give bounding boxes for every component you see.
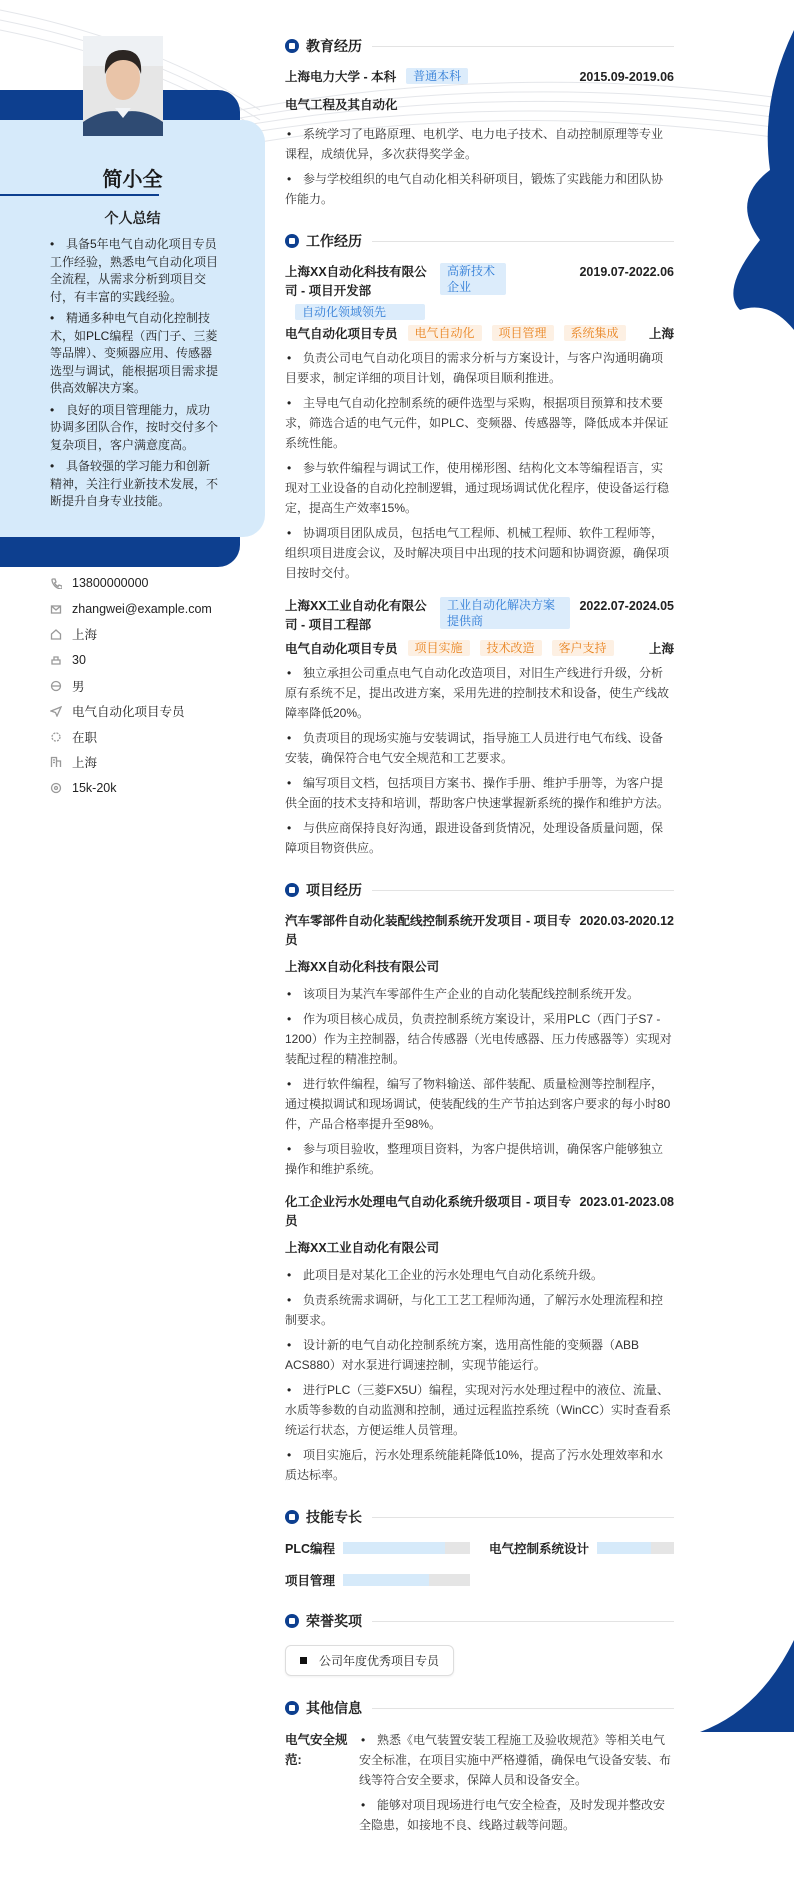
graduation-cap-icon (285, 39, 299, 53)
list-item: • 负责项目的现场实施与安装调试，指导施工人员进行电气布线、设备安装，确保符合电气安全规范和工艺要求。 (285, 728, 674, 768)
list-item: • 参与学校组织的电气自动化相关科研项目，锻炼了实践能力和团队协作能力。 (285, 169, 674, 209)
sidebar-card (0, 120, 265, 537)
 (285, 325, 626, 344)
tag: 系统集成 (564, 325, 626, 341)
send-icon (50, 705, 62, 717)
city: 上海 (648, 327, 674, 341)
project-company: 上海XX工业自动化有限公司 (285, 1241, 440, 1255)
role: 电气自动化项目专员 (285, 642, 398, 656)
icon-glyph (289, 1514, 295, 1520)
list-item: • 该项目为某汽车零部件生产企业的自动化装配线控制系统开发。 (285, 984, 674, 1004)
project-item (285, 1193, 674, 1485)
role: 电气自动化项目专员 (285, 327, 398, 341)
section-header (285, 231, 674, 251)
 (285, 68, 468, 87)
award-icon (285, 1614, 299, 1628)
summary-item: • 具备较强的学习能力和创新精神，关注行业新技术发展，不断提升自身专业技能。 (50, 458, 220, 511)
list-item: • 作为项目核心成员，负责控制系统方案设计，采用PLC（西门子S7 - 1200）作为主控制器，结合传感器（光电传感器、压力传感器等）实现对装配过程的精准控制。 (285, 1009, 674, 1069)
contact-value: 电气自动化项目专员 (72, 705, 185, 720)
icon-glyph (289, 43, 295, 49)
role-row (285, 325, 674, 344)
list-item: • 熟悉《电气装置安装工程施工及验收规范》等相关电气安全标准，在项目实施中严格遵循，确保电气设备安装、布线等符合安全要求，保障人员和设备安全。 (359, 1730, 674, 1790)
section-divider (372, 890, 674, 891)
list-item: • 进行PLC（三菱FX5U）编程，实现对污水处理过程中的液位、流量、水质等参数的自动监测和控制，通过远程监控系统（WinCC）实时查看系统运行状态，方便运维人员管理。 (285, 1380, 674, 1440)
bullet-list (285, 348, 674, 583)
company-name: 上海XX工业自动化有限公司 - 项目工程部 (285, 599, 427, 632)
other-item (285, 1730, 674, 1840)
summary-item: • 良好的项目管理能力，成功协调多团队合作，按时交付多个复杂项目，客户满意度高。 (50, 402, 220, 455)
summary-title: 个人总结 (104, 210, 161, 226)
work-header (285, 597, 674, 635)
summary-list (50, 236, 220, 511)
project-section (285, 880, 674, 1485)
section-header (285, 1611, 674, 1631)
company-name: 上海XX自动化科技有限公司 - 项目开发部 (285, 265, 427, 298)
contact-item (50, 673, 260, 699)
tag: 项目管理 (492, 325, 554, 341)
date-range: 2019.07-2022.06 (579, 265, 674, 279)
contact-item (50, 596, 260, 622)
date-range: 2015.09-2019.06 (579, 70, 674, 84)
contact-item (50, 571, 260, 597)
salary-icon (50, 782, 62, 794)
summary-item: • 具备5年电气自动化项目专员工作经验，熟悉电气自动化项目全流程，从需求分析到项目交付，有丰富的实践经验。 (50, 236, 220, 306)
tag: 客户支持 (552, 640, 614, 656)
bullet-list (285, 124, 674, 209)
skills-grid (285, 1539, 674, 1589)
education-header (285, 68, 674, 87)
skill-bar-fill (343, 1574, 429, 1586)
date-range: 2022.07-2024.05 (579, 599, 674, 613)
square-bullet-icon (300, 1657, 307, 1664)
contact-item (50, 622, 260, 648)
work-item (285, 263, 674, 583)
other-section (285, 1698, 674, 1840)
project-name: 化工企业污水处理电气自动化系统升级项目 - 项目专员 (285, 1195, 572, 1228)
education-section (285, 36, 674, 209)
education-item (285, 68, 674, 209)
skill-name: 电气控制系统设计 (489, 1542, 590, 1556)
list-item: • 主导电气自动化控制系统的硬件选型与采购，根据项目预算和技术要求，筛选合适的电气元件，如PLC、变频器、传感器等，降低成本并保证系统性能。 (285, 393, 674, 453)
list-item: • 参与软件编程与调试工作，使用梯形图、结构化文本等编程语言，实现对工业设备的自动化控制逻辑，通过现场调试优化程序，使设备运行稳定，提高生产效率15%。 (285, 458, 674, 518)
list-item: • 负责公司电气自动化项目的需求分析与方案设计，与客户沟通明确项目要求，制定详细的项目计划，确保项目顺利推进。 (285, 348, 674, 388)
project-header (285, 912, 674, 950)
contact-item (50, 750, 260, 776)
icon-glyph (289, 1618, 295, 1624)
project-company: 上海XX自动化科技有限公司 (285, 960, 440, 974)
contact-value: 30 (72, 653, 86, 668)
project-name: 汽车零部件自动化装配线控制系统开发项目 - 项目专员 (285, 914, 572, 947)
section-header (285, 36, 674, 56)
bullet-list (285, 1265, 674, 1485)
section-title: 工作经历 (306, 233, 362, 249)
tag: 电气自动化 (408, 325, 482, 341)
list-item: • 项目实施后，污水处理系统能耗降低10%，提高了污水处理效率和水质达标率。 (285, 1445, 674, 1485)
section-divider (372, 1517, 674, 1518)
role-row (285, 640, 674, 659)
city: 上海 (648, 642, 674, 656)
contact-value: 上海 (72, 628, 98, 643)
project-item (285, 912, 674, 1179)
section-divider (372, 241, 674, 242)
skill-bar (597, 1542, 674, 1554)
work-section (285, 231, 674, 858)
briefcase-icon (285, 234, 299, 248)
 (285, 640, 614, 659)
cake-icon (50, 654, 62, 666)
mail-icon (50, 603, 62, 615)
work-item (285, 597, 674, 858)
building-icon (50, 756, 62, 768)
bullet-list (359, 1730, 674, 1835)
section-title: 教育经历 (306, 38, 362, 54)
icon-glyph (289, 1705, 295, 1711)
skills-section (285, 1507, 674, 1589)
 (285, 263, 571, 320)
project-header (285, 1193, 674, 1231)
other-label: 电气安全规范: (285, 1733, 348, 1767)
candidate-name: 简小全 (102, 169, 163, 191)
section-header (285, 880, 674, 900)
list-item: • 协调项目团队成员，包括电气工程师、机械工程师、软件工程师等，组织项目进度会议，及时解决项目中出现的技术问题和协调资源，确保项目按时交付。 (285, 523, 674, 583)
contact-value: zhangwei@example.com (72, 601, 212, 616)
date-range: 2023.01-2023.08 (579, 1195, 674, 1209)
section-header (285, 1698, 674, 1718)
section-divider (372, 46, 674, 47)
skill-item (489, 1539, 674, 1557)
divider (0, 194, 159, 196)
section-divider (372, 1708, 674, 1709)
contact-value: 男 (72, 679, 85, 694)
gender-icon (50, 680, 62, 692)
section-title: 其他信息 (306, 1700, 362, 1716)
list-item: • 负责系统需求调研，与化工工艺工程师沟通，了解污水处理流程和控制要求。 (285, 1290, 674, 1330)
tag: 项目实施 (408, 640, 470, 656)
list-item: • 参与项目验收，整理项目资料，为客户提供培训，确保客户能够独立操作和维护系统。 (285, 1139, 674, 1179)
bullet-list (285, 984, 674, 1179)
list-item: • 设计新的电气自动化控制系统方案，选用高性能的变频器（ABB ACS880）对水泵进行调速控制，实现节能运行。 (285, 1335, 674, 1375)
contact-item (50, 775, 260, 801)
avatar (83, 36, 163, 136)
list-item: • 能够对项目现场进行电气安全检查，及时发现并整改安全隐患，如接地不良、线路过载等问题。 (359, 1795, 674, 1835)
list-item: • 独立承担公司重点电气自动化改造项目，对旧生产线进行升级，分析原有系统不足，提出改进方案，采用先进的控制技术和设备，使生产线故障率降低20%。 (285, 663, 674, 723)
section-title: 荣誉奖项 (306, 1613, 362, 1629)
list-item: • 编写项目文档，包括项目方案书、操作手册、维护手册等，为客户提供全面的技术支持和培训，帮助客户快速掌握新系统的操作和维护方法。 (285, 773, 674, 813)
info-icon (285, 1701, 299, 1715)
summary-item: • 精通多种电气自动化控制技术，如PLC编程（西门子、三菱等品牌）、变频器应用、传感器选型与调试，能根据项目需求提供高效解决方案。 (50, 310, 220, 398)
chart-icon (285, 1510, 299, 1524)
phone-icon (50, 577, 62, 589)
award-name: 公司年度优秀项目专员 (319, 1654, 440, 1668)
contact-list (50, 571, 260, 801)
list-item: • 系统学习了电路原理、电机学、电力电子技术、自动控制原理等专业课程，成绩优异，多次获得奖学金。 (285, 124, 674, 164)
main-column (285, 36, 674, 1882)
grid-icon (285, 883, 299, 897)
skill-bar-fill (597, 1542, 651, 1554)
school-name: 上海电力大学 - 本科 (285, 70, 397, 84)
skill-name: PLC编程 (285, 1542, 336, 1556)
list-item: • 进行软件编程，编写了物料输送、部件装配、质量检测等控制程序，通过模拟调试和现场调试，使装配线的生产节拍达到客户要求的每小时80件，产品合格率提升至98%。 (285, 1074, 674, 1134)
tag: 高新技术企业 (440, 263, 506, 295)
list-item: • 与供应商保持良好沟通，跟进设备到货情况，处理设备质量问题，保障项目物资供应。 (285, 818, 674, 858)
major: 电气工程及其自动化 (285, 98, 398, 112)
sidebar-band (0, 90, 240, 567)
skill-item (285, 1539, 470, 1557)
section-divider (372, 1621, 674, 1622)
contact-item (50, 647, 260, 673)
bullet-list (285, 663, 674, 858)
skill-item (285, 1571, 470, 1589)
skill-name: 项目管理 (285, 1574, 336, 1588)
honors-section (285, 1611, 674, 1676)
section-title: 技能专长 (306, 1509, 362, 1525)
contact-value: 上海 (72, 756, 98, 771)
contact-value: 13800000000 (72, 576, 149, 591)
icon-glyph (289, 887, 295, 893)
icon-glyph (289, 238, 295, 244)
date-range: 2020.03-2020.12 (579, 914, 674, 928)
tag: 工业自动化解决方案提供商 (440, 597, 570, 629)
section-header (285, 1507, 674, 1527)
skill-bar (343, 1574, 470, 1586)
tag: 自动化领域领先 (295, 304, 425, 320)
skill-bar (343, 1542, 470, 1554)
 (285, 597, 570, 635)
contact-item (50, 724, 260, 750)
other-content (359, 1730, 674, 1840)
work-header (285, 263, 674, 320)
contact-value: 15k-20k (72, 781, 117, 796)
list-item: • 此项目是对某化工企业的污水处理电气自动化系统升级。 (285, 1265, 674, 1285)
skill-bar-fill (343, 1542, 445, 1554)
contact-item (50, 698, 260, 724)
tag: 技术改造 (480, 640, 542, 656)
award-item (285, 1645, 454, 1676)
home-icon (50, 628, 62, 640)
contact-value: 在职 (72, 730, 98, 745)
status-icon (50, 731, 62, 743)
tag: 普通本科 (406, 68, 468, 84)
section-title: 项目经历 (306, 882, 362, 898)
